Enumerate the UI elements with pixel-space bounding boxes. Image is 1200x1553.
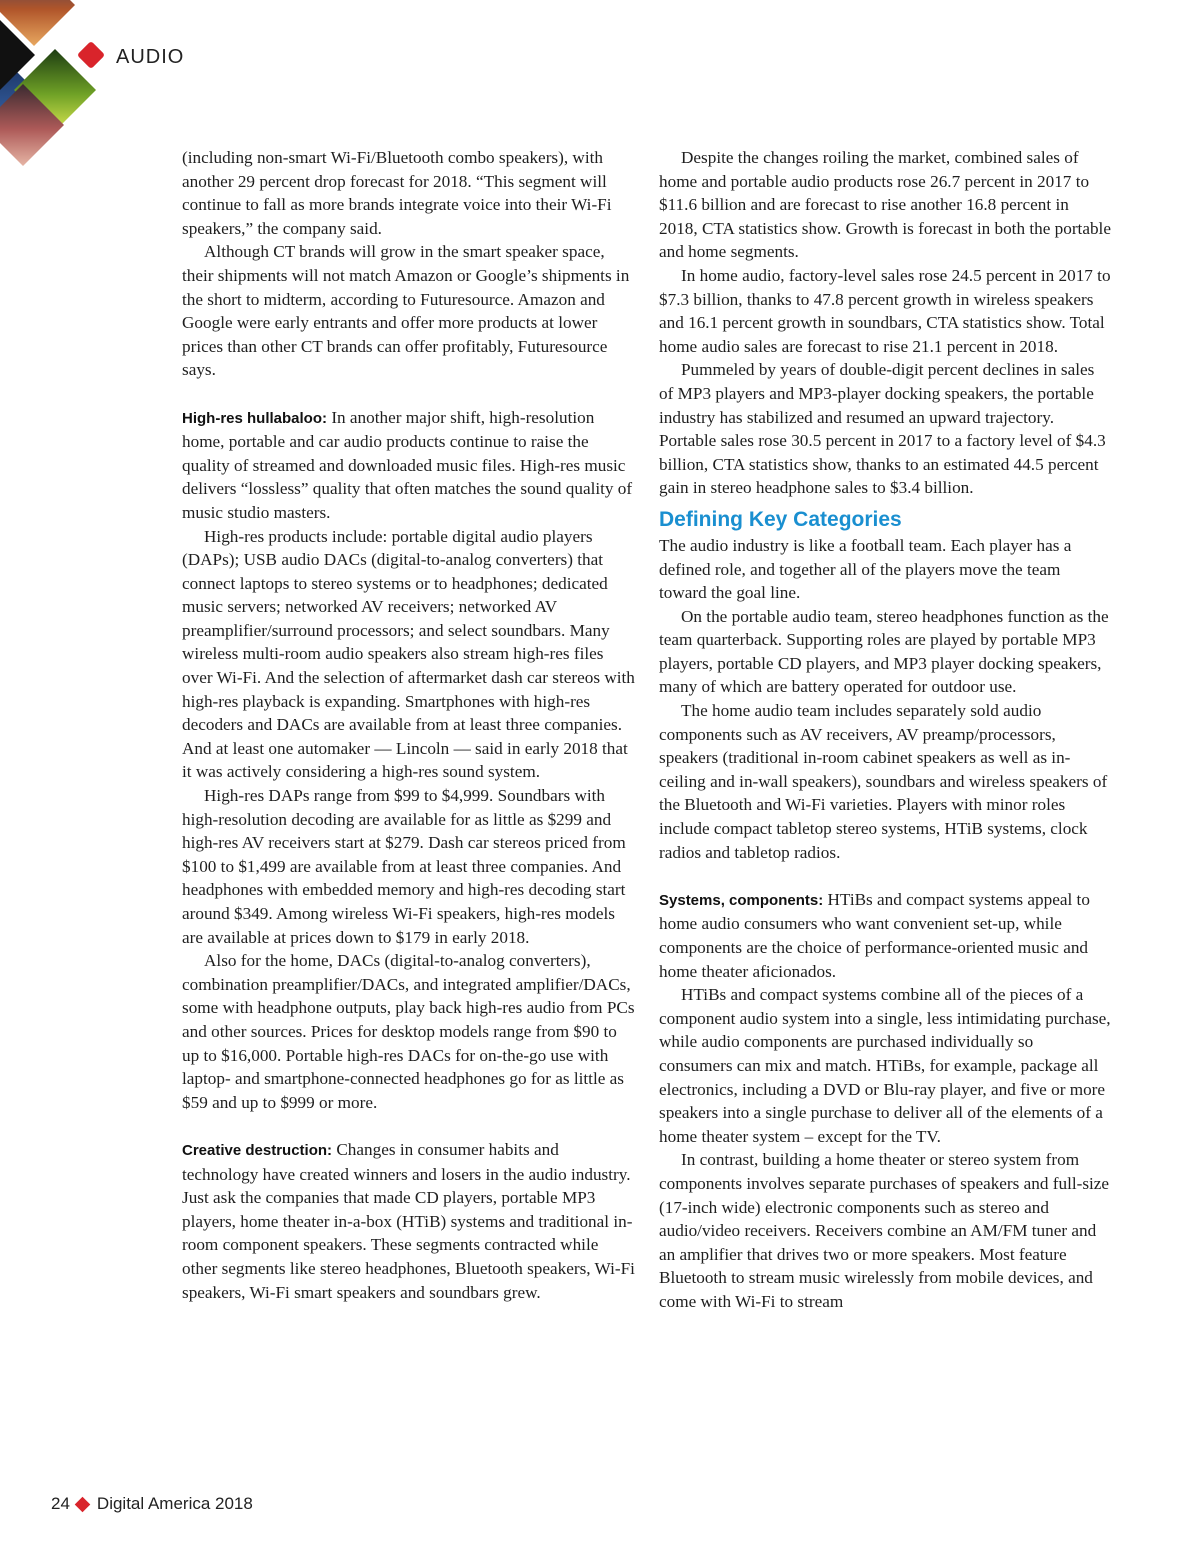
- run-in-heading: Creative destruction:: [182, 1141, 333, 1159]
- paragraph: High-res hullabaloo: In another major shift, high-resolution home, portable and car audio products continue to raise the quality of streamed and downloaded music files. High-res music delivers “lossless” quality that often matches the sound quality of music studio masters.: [182, 407, 633, 522]
- paragraph: High-res products include: portable digital audio players (DAPs); USB audio DACs (digital-to-analog converters) that connect laptops to stereo systems or to headphones; dedicated music servers; networked AV receivers; networked AV preamplifier/surround processors; and select soundbars. Many wireless multi-room audio speakers also stream high-res files over Wi-Fi. And the selection of aftermarket dash car stereos with high-res playback is expanding. Smartphones with high-res decoders and DACs are available from at least three companies. And at least one automaker — Lincoln — said in early 2018 that it was actively considering a high-res sound system.: [182, 526, 635, 782]
- paragraph: High-res DAPs range from $99 to $4,999. Soundbars with high-resolution decoding are available for as little as $299 and high-res AV receivers start at $279. Dash car stereos priced from $100 to $1,499 are available from at least three companies. And headphones with embedded memory and high-res decoding start around $349. Among wireless Wi-Fi speakers, high-res models are available at prices down to $179 in early 2018.: [182, 786, 626, 947]
- paragraph: Despite the changes roiling the market, combined sales of home and portable audio products rose 26.7 percent in 2017 to $11.6 billion and are forecast to rise another 16.8 percent in 2018, CTA statistics show. Growth is forecast in both the portable and home segments.: [659, 148, 1111, 262]
- left-column: [182, 146, 637, 1304]
- run-in-heading: Systems, components:: [659, 891, 824, 909]
- red-diamond-icon: [75, 1496, 91, 1512]
- paragraph: (including non-smart Wi-Fi/Bluetooth combo speakers), with another 29 percent drop forecast for 2018. “This segment will continue to fall as more brands integrate voice into their Wi-Fi speakers,” the company said.: [182, 148, 612, 238]
- paragraph: In contrast, building a home theater or stereo system from components involves separate purchases of speakers and full-size (17-inch wide) electronic components such as stereo and audio/video receivers. Receivers combine an AM/FM tuner and an amplifier that drives two or more speakers. Most feature Bluetooth to stream music wirelessly from mobile devices, and come with Wi-Fi to stream: [659, 1150, 1110, 1311]
- paragraph: The audio industry is like a football team. Each player has a defined role, and together all of the players move the team toward the goal line.: [659, 535, 1072, 603]
- page-number: 24: [51, 1494, 70, 1513]
- run-in-heading: High-res hullabaloo:: [182, 409, 328, 427]
- paragraph: Pummeled by years of double-digit percent declines in sales of MP3 players and MP3-player docking speakers, the portable industry has stabilized and resumed an upward trajectory. Portable sales rose 30.5 percent in 2017 to a factory level of $4.3 billion, CTA statistics show, thanks to an estimated 44.5 percent gain in stereo headphone sales to $3.4 billion.: [659, 360, 1106, 498]
- page-footer: [51, 1494, 253, 1514]
- paragraph: In home audio, factory-level sales rose 24.5 percent in 2017 to $7.3 billion, thanks to 47.8 percent growth in wireless speakers and 16.1 percent growth in soundbars, CTA statistics show. Total home audio sales are forecast to rise 21.1 percent in 2018.: [659, 265, 1111, 356]
- red-diamond-icon: [77, 41, 105, 69]
- publication-name: Digital America 2018: [96, 1494, 253, 1513]
- section-label: AUDIO: [116, 46, 185, 68]
- right-column: [659, 146, 1111, 1314]
- paragraph: Creative destruction: Changes in consumer habits and technology have created winners and losers in the audio industry. Just ask the companies that made CD players, portable MP3 players, home theater in-a-box (HTiB) systems and traditional in-room component speakers. These segments contracted while other segments like stereo headphones, Bluetooth speakers, Wi-Fi speakers, Wi-Fi smart speakers and soundbars grew.: [182, 1139, 635, 1302]
- paragraph: Although CT brands will grow in the smart speaker space, their shipments will not match Amazon or Google’s shipments in the short to midterm, according to Futuresource. Amazon and Google were early entrants and offer more products at lower prices than other CT brands can offer profitably, Futuresource says.: [182, 242, 630, 380]
- paragraph: Also for the home, DACs (digital-to-analog converters), combination preamplifier/DACs, and integrated amplifier/DACs, some with headphone outputs, play back high-res audio from PCs and other sources. Prices for desktop models range from $90 to up to $16,000. Portable high-res DACs for on-the-go use with laptop- and smartphone-connected headphones go for as little as $59 and up to $999 or more.: [182, 951, 635, 1112]
- paragraph: Systems, components: HTiBs and compact systems appeal to home audio consumers who want convenient set-up, while components are the choice of performance-oriented music and home theater aficionados.: [659, 889, 1090, 981]
- paragraph: HTiBs and compact systems combine all of the pieces of a component audio system into a single, less intimidating purchase, while audio components are purchased individually so consumers can mix and match. HTiBs, for example, package all electronics, including a DVD or Blu-ray player, and five or more speakers into a single purchase to deliver all of the elements of a home theater system – except for the TV.: [659, 985, 1111, 1146]
- paragraph: On the portable audio team, stereo headphones function as the team quarterback. Supporting roles are played by portable MP3 players, portable CD players, and MP3 player docking speakers, many of which are battery operated for outdoor use.: [659, 606, 1109, 697]
- paragraph: The home audio team includes separately sold audio components such as AV receivers, AV preamp/processors, speakers (traditional in-room cabinet speakers as well as in-ceiling and in-wall speakers), soundbars and wireless speakers of the Bluetooth and Wi-Fi varieties. Players with minor roles include compact tabletop stereo systems, HTiB systems, clock radios and tabletop radios.: [659, 701, 1108, 862]
- section-heading: Defining Key Categories: [659, 507, 902, 531]
